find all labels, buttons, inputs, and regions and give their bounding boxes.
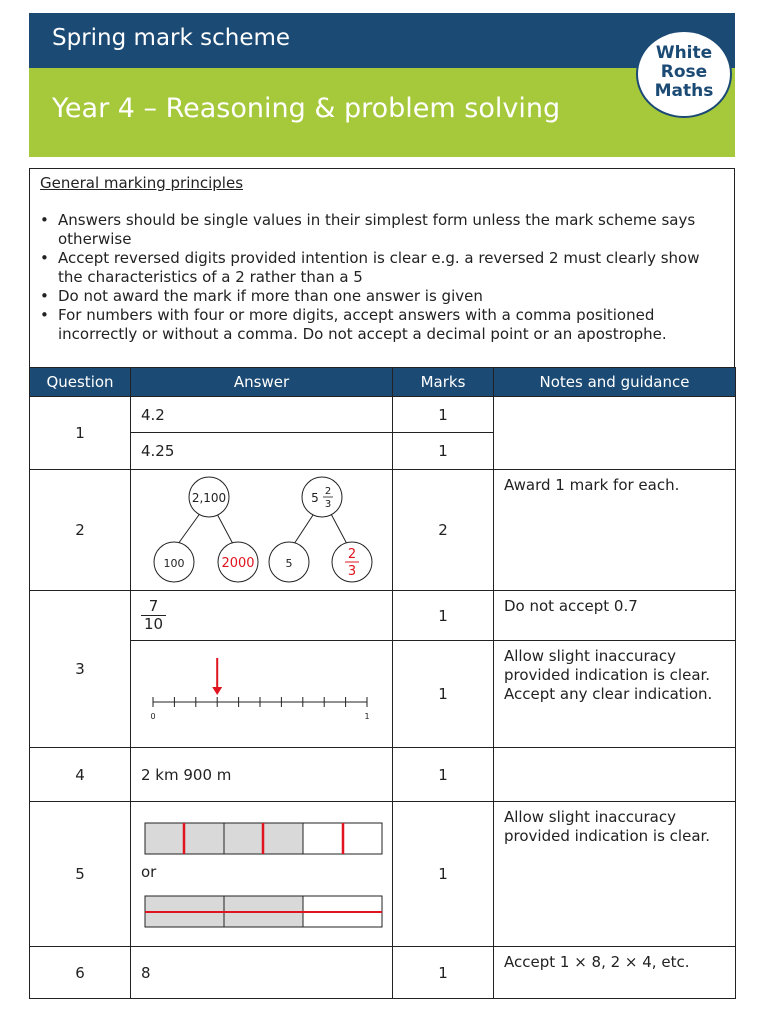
question-number: 5 bbox=[30, 802, 131, 947]
question-number: 2 bbox=[30, 470, 131, 591]
notes-cell bbox=[494, 641, 736, 748]
title-bar bbox=[29, 68, 735, 157]
table-row bbox=[30, 748, 736, 802]
question-number: 6 bbox=[30, 947, 131, 999]
number-line-start: 0 bbox=[150, 712, 156, 721]
mark-scheme-table bbox=[29, 367, 736, 999]
fraction-answer bbox=[141, 598, 166, 633]
col-answer: Answer bbox=[131, 368, 393, 397]
col-notes: Notes and guidance bbox=[494, 368, 736, 397]
list-item: • Accept reversed digits provided intention is clear e.g. a reversed 2 must clearly show the characteristics of a 2 rather than a 5 bbox=[40, 249, 700, 286]
marks-cell: 1 bbox=[393, 641, 494, 748]
notes-cell: Award 1 mark for each. bbox=[494, 470, 736, 591]
marks-cell: 1 bbox=[393, 433, 494, 470]
tree2-whole-number: 5 bbox=[311, 491, 319, 505]
marks-cell: 2 bbox=[393, 470, 494, 591]
tree2-whole-denominator: 3 bbox=[324, 499, 332, 510]
fraction-denominator: 10 bbox=[144, 615, 164, 633]
list-item: • Answers should be single values in their simplest form unless the mark scheme says otherwise bbox=[40, 211, 696, 248]
number-line bbox=[131, 641, 391, 743]
question-number: 4 bbox=[30, 748, 131, 802]
table-row bbox=[30, 591, 736, 641]
answer-cell bbox=[131, 591, 393, 641]
logo-word-1: White bbox=[655, 43, 713, 63]
principles-list bbox=[40, 211, 720, 344]
answer-cell: 4.25 bbox=[131, 433, 393, 470]
page-title: Year 4 – Reasoning & problem solving bbox=[52, 93, 561, 124]
question-number: 3 bbox=[30, 591, 131, 748]
answer-cell: 2 km 900 m bbox=[131, 748, 393, 802]
white-rose-maths-logo bbox=[636, 30, 732, 118]
notes-cell bbox=[494, 748, 736, 802]
tree2-whole bbox=[302, 477, 342, 517]
table-row bbox=[30, 947, 736, 999]
logo-word-3: Maths bbox=[654, 81, 714, 101]
tree2-whole-numerator: 2 bbox=[324, 486, 332, 497]
table-row bbox=[30, 470, 736, 591]
table-header-row bbox=[30, 368, 736, 397]
fraction-numerator: 7 bbox=[141, 598, 166, 616]
note-text: Allow slight inaccuracy provided indication is clear. bbox=[504, 647, 711, 684]
table-row bbox=[30, 802, 736, 947]
notes-cell: Accept 1 × 8, 2 × 4, etc. bbox=[494, 947, 736, 999]
answer-cell bbox=[131, 470, 393, 591]
principles-title: General marking principles bbox=[40, 174, 244, 192]
marks-cell: 1 bbox=[393, 397, 494, 433]
marks-cell: 1 bbox=[393, 591, 494, 641]
marks-cell: 1 bbox=[393, 947, 494, 999]
answer-cell bbox=[131, 802, 393, 947]
tree2-right-denominator: 3 bbox=[347, 564, 357, 579]
tree1-whole-label: 2,100 bbox=[191, 491, 227, 505]
tree2-left-label: 5 bbox=[285, 557, 293, 570]
notes-cell bbox=[494, 397, 736, 470]
answer-cell: 4.2 bbox=[131, 397, 393, 433]
list-item: • For numbers with four or more digits, accept answers with a comma positioned incorrectly or without a comma. Do not accept a decimal point or an apostrophe. bbox=[40, 306, 667, 343]
question-number: 1 bbox=[30, 397, 131, 470]
subtitle: Spring mark scheme bbox=[52, 25, 291, 51]
table-row bbox=[30, 397, 736, 433]
answer-cell bbox=[131, 641, 393, 748]
notes-cell: Do not accept 0.7 bbox=[494, 591, 736, 641]
answer-arrow-head bbox=[212, 687, 222, 695]
tree2-right-numerator: 2 bbox=[347, 547, 357, 562]
part-whole-diagrams bbox=[131, 470, 391, 586]
bar-model-answers bbox=[131, 802, 391, 942]
tree1-left-label: 100 bbox=[163, 557, 185, 570]
or-label: or bbox=[141, 863, 157, 881]
number-line-end: 1 bbox=[364, 712, 370, 721]
note-text: Accept any clear indication. bbox=[504, 685, 713, 703]
logo-word-2: Rose bbox=[660, 62, 708, 82]
answer-cell: 8 bbox=[131, 947, 393, 999]
notes-cell: Allow slight inaccuracy provided indication is clear. bbox=[494, 802, 736, 947]
tree1-right-answer: 2000 bbox=[221, 556, 255, 571]
marks-cell: 1 bbox=[393, 802, 494, 947]
col-question: Question bbox=[30, 368, 131, 397]
col-marks: Marks bbox=[393, 368, 494, 397]
marking-principles bbox=[29, 168, 735, 368]
marks-cell: 1 bbox=[393, 748, 494, 802]
header-bar bbox=[29, 13, 735, 68]
list-item: • Do not award the mark if more than one answer is given bbox=[40, 287, 483, 305]
table-row bbox=[30, 641, 736, 748]
